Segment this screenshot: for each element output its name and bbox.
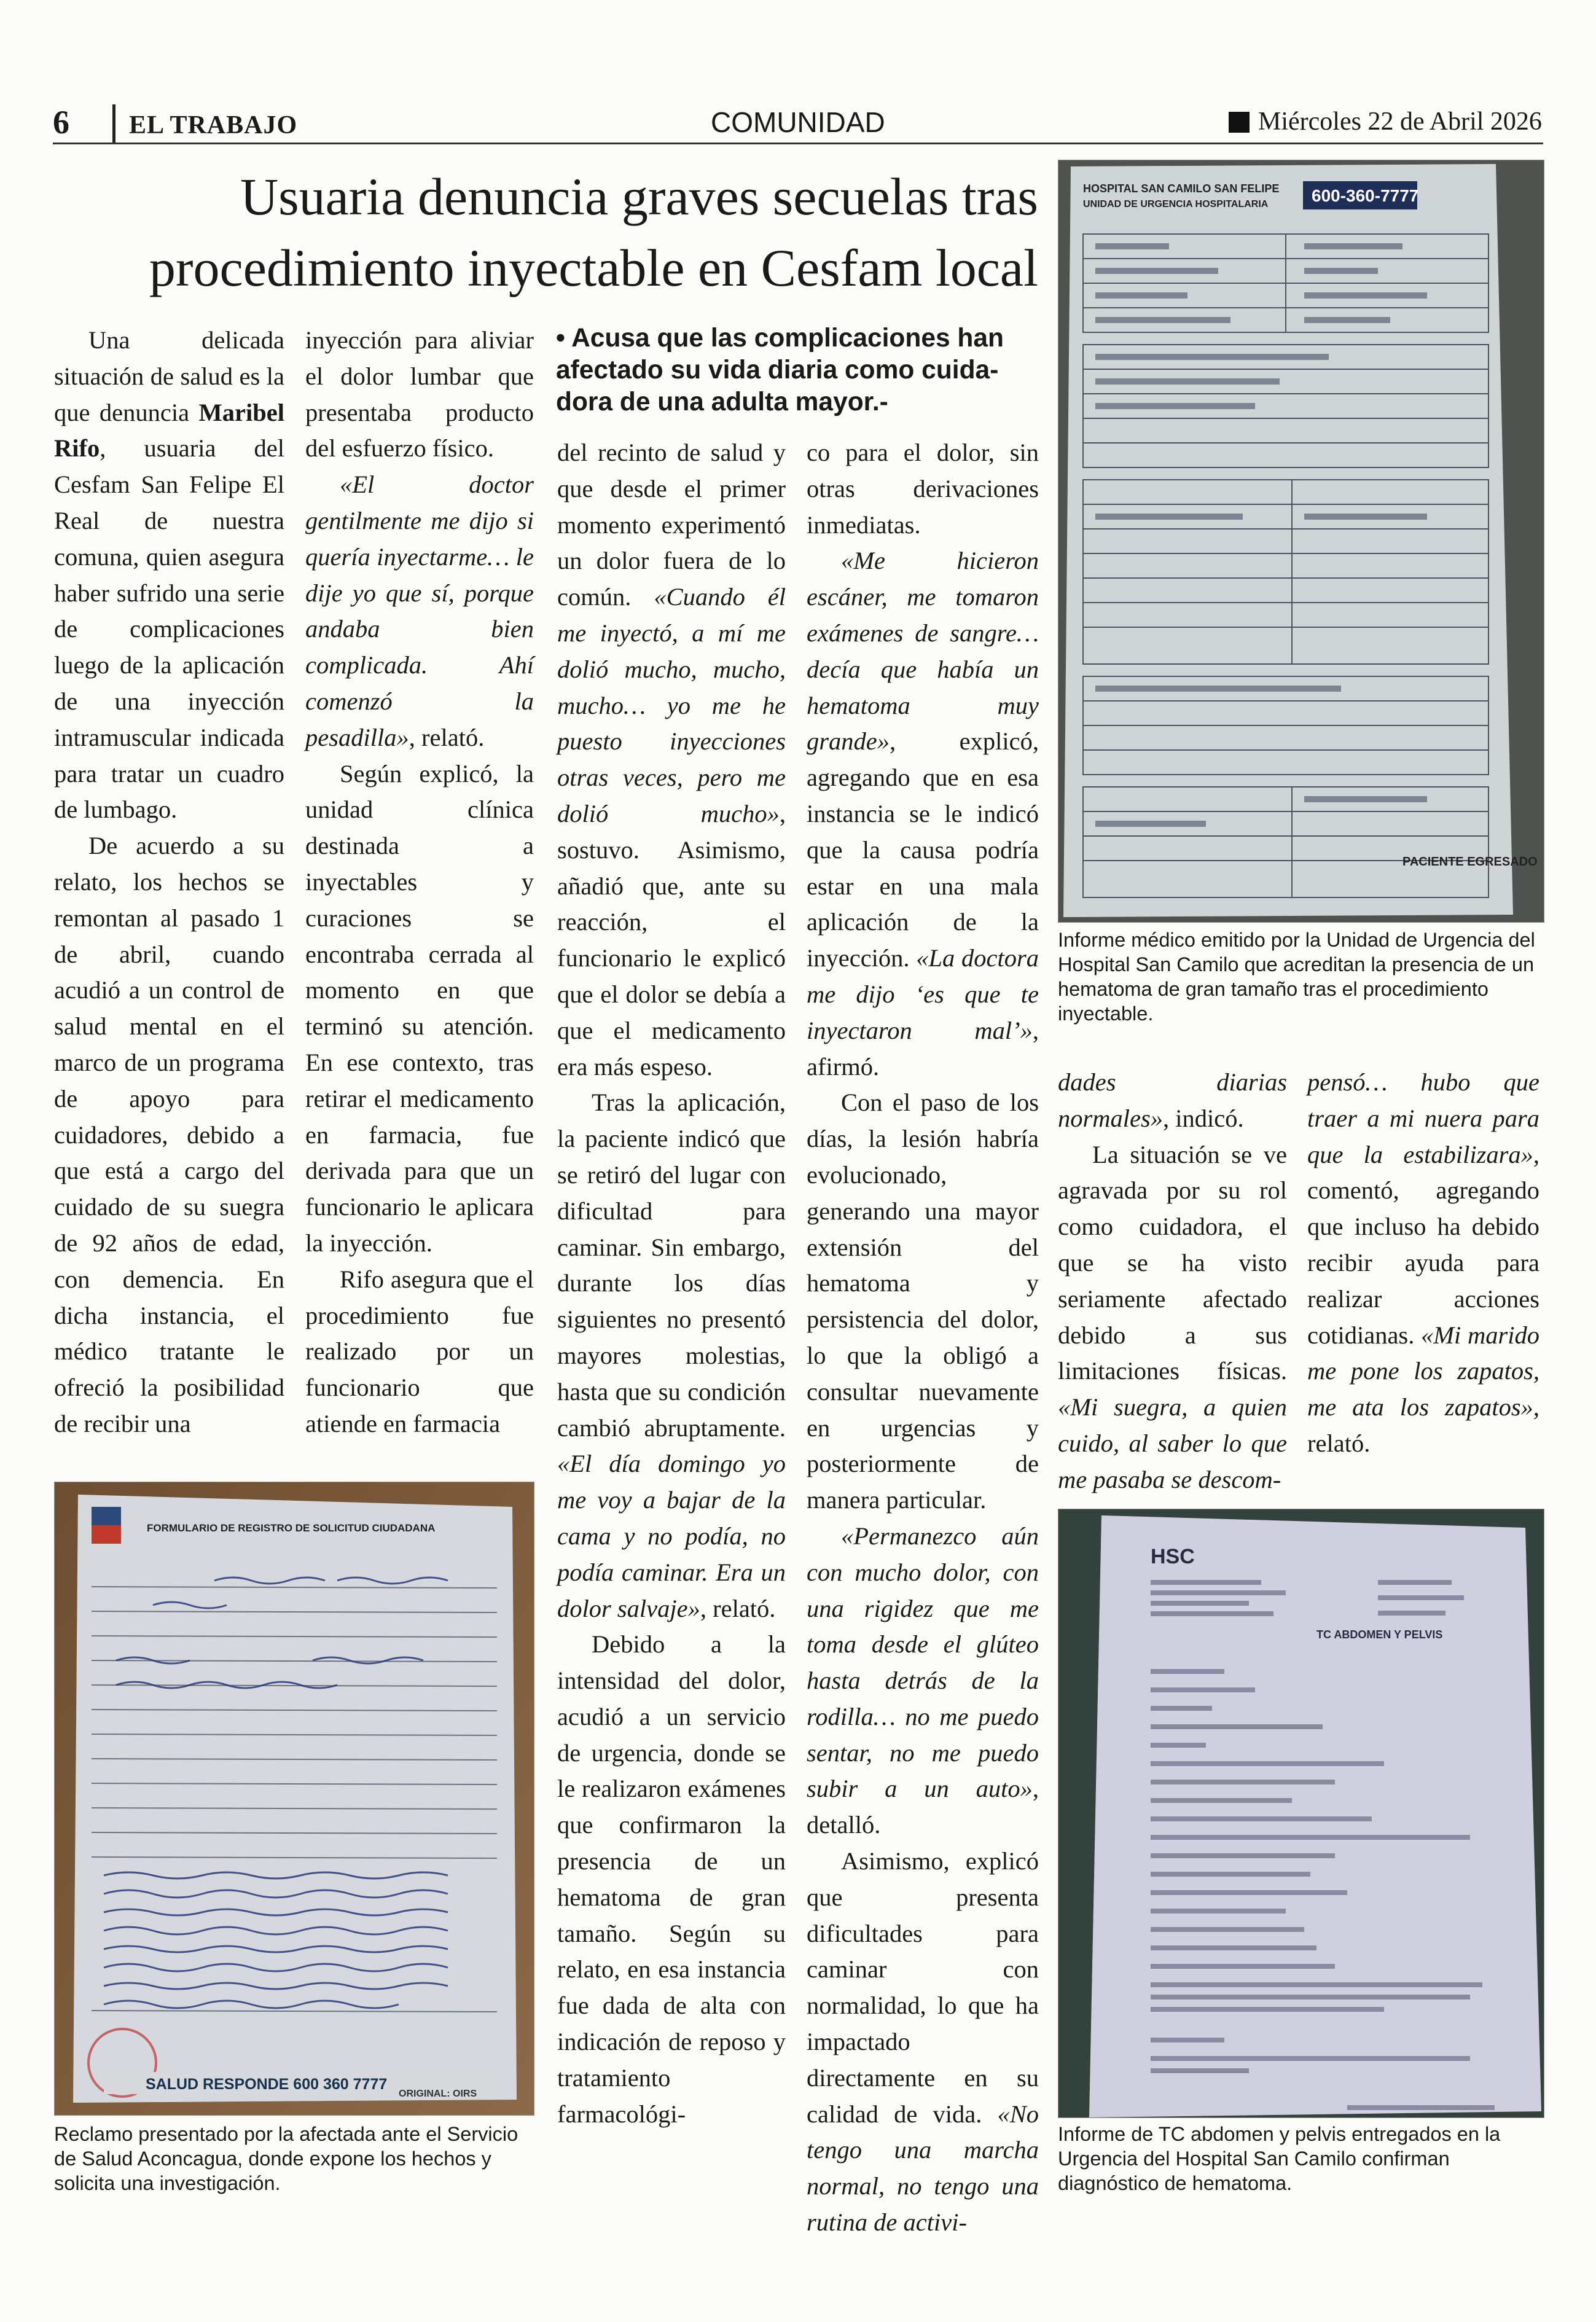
hospital-name: HOSPITAL SAN CAMILO SAN FELIPE [1083, 182, 1280, 195]
newspaper-name: EL TRABAJO [129, 111, 298, 139]
hsc-logo: HSC [1151, 1545, 1195, 1568]
form-title: FORMULARIO DE REGISTRO DE SOLICITUD CIUDADANA [147, 1522, 436, 1534]
issue-date: Miércoles 22 de Abril 2026 [1258, 108, 1542, 136]
quote: dades diarias normales» [1058, 1068, 1287, 1132]
discharge-stamp: PACIENTE EGRESADO [1402, 855, 1538, 869]
paragraph: «Me hicieron escáner, me tomaron exámenes de sangre… decía que había un hematoma muy grande», explicó, agregando que en esa instancia se le indicó que la causa podría estar en una mala aplicación de la inyección. «La doctora me dijo ‘es que te inyectaron mal’», afirmó. [807, 547, 1039, 1081]
paragraph: co para el dolor, sin otras derivaciones inmediatas. [807, 439, 1039, 539]
quote: «Mi suegra, a quien cuido, al saber lo que me pasaba se descom- [1058, 1393, 1287, 1493]
header-divider [112, 104, 115, 143]
article-column-2 [305, 322, 534, 1442]
photo-caption-top-right: Informe médico emitido por la Unidad de Urgencia del Hospital San Camilo que acreditan la presencia de un hematoma de gran tamaño tras el procedimiento inyectable. [1058, 929, 1535, 1025]
paragraph: «Permanezco aún con mucho dolor, con una rigidez que me toma desde el glúteo hasta detrás de la rodilla… no me puedo sentar, no me puedo subir a un auto», detalló. [807, 1522, 1039, 1839]
quote: «Cuando él me inyectó, a mí me dolió mucho, mucho, mucho… yo me he puesto inyecciones otras veces, pero me dolió mucho» [557, 583, 786, 827]
quote: «La doctora me dijo ‘es que te inyectaron mal’» [807, 944, 1039, 1044]
quote: «El doctor gentilmente me dijo si quería inyectarme… le dije yo que sí, porque andaba bien complicada. Ahí comenzó la pesadilla» [305, 471, 534, 751]
subheadline: • Acusa que las complicaciones han afectado su vida diaria como cuida-dora de una adulta mayor.- [556, 324, 1004, 416]
quote: «Permanezco aún con mucho dolor, con una rigidez que me toma desde el glúteo hasta detrás de la rodilla… no me puedo sentar, no me puedo subir a un auto» [807, 1522, 1039, 1803]
paragraph: Una delicada situación de salud es la que denuncia Maribel Rifo, usuaria del Cesfam San Felipe El Real de nuestra comuna, quien asegura haber sufrido una serie de complicaciones luego de la aplicación de una inyección intramuscular indicada para tratar un cuadro de lumbago. [54, 326, 284, 824]
form-original-label: ORIGINAL: OIRS [399, 2089, 477, 2099]
article-column-4 [807, 435, 1039, 2241]
header-rule [53, 143, 1543, 144]
person-name: Maribel Rifo [54, 398, 284, 463]
ct-report-title: TC ABDOMEN Y PELVIS [1316, 1628, 1443, 1641]
photo-caption-left: Reclamo presentado por la afectada ante el Servicio de Salud Aconcagua, donde expone los hechos y solicita una investigación. [54, 2123, 518, 2194]
quote: «El día domingo yo me voy a bajar de la cama y no podía, no podía caminar. Era un dolor salvaje» [557, 1450, 786, 1622]
page-number: 6 [53, 104, 69, 141]
complaint-form-photo [54, 1482, 534, 2116]
quote: «Mi marido me pone los zapatos, me ata los zapatos» [1307, 1321, 1539, 1421]
paragraph: Debido a la intensidad del dolor, acudió a un servicio de urgencia, donde se le realizaron exámenes que confirmaron la presencia de un hematoma de gran tamaño. Según su relato, en esa instancia fue dada de alta con indicación de reposo y tratamiento farmacológi- [557, 1630, 786, 2128]
quote: pensó… hubo que traer a mi nuera para que la estabilizara» [1307, 1068, 1539, 1168]
unit-name: UNIDAD DE URGENCIA HOSPITALARIA [1083, 199, 1269, 209]
paragraph: inyección para aliviar el dolor lumbar que presentaba producto del esfuerzo físico. [305, 326, 534, 463]
paragraph: pensó… hubo que traer a mi nuera para que la estabilizara», comentó, agregando que incluso ha debido recibir ayuda para realizar acciones cotidianas. «Mi marido me pone los zapatos, me ata los zapatos», relató. [1307, 1068, 1539, 1457]
form-footer: SALUD RESPONDE 600 360 7777 [146, 2076, 388, 2093]
paragraph: Tras la aplicación, la paciente indicó que se retiró del lugar con dificultad para caminar. Sin embargo, durante los días siguientes no presentó mayores molestias, hasta que su condición cambió abruptamente. «El día domingo yo me voy a bajar de la cama y no podía, no podía caminar. Era un dolor salvaje», relató. [557, 1089, 786, 1622]
photo-caption-bottom-right: Informe de TC abdomen y pelvis entregados en la Urgencia del Hospital San Camilo confirman diagnóstico de hematoma. [1058, 2123, 1501, 2194]
paragraph: dades diarias normales», indicó. [1058, 1068, 1287, 1132]
paragraph: La situación se ve agravada por su rol como cuidadora, el que se ha visto seriamente afectado debido a sus limitaciones físicas. «Mi suegra, a quien cuido, al saber lo que me pasaba se descom- [1058, 1140, 1287, 1493]
medical-report-photo [1058, 160, 1544, 923]
quote: «Me hicieron escáner, me tomaron exámenes de sangre… decía que había un hematoma muy grande» [807, 547, 1039, 756]
quote: «No tengo una marcha normal, no tengo una rutina de activi- [807, 2100, 1039, 2237]
paragraph: Rifo asegura que el procedimiento fue realizado por un funcionario que atiende en farmacia [305, 1265, 534, 1437]
article-column-6 [1307, 1065, 1539, 1462]
ct-report-photo [1058, 1509, 1544, 2118]
square-icon [1229, 112, 1250, 133]
headline: Usuaria denuncia graves secuelas tras procedimiento inyectable en Cesfam local [149, 167, 1038, 297]
paragraph: Con el paso de los días, la lesión habría evolucionado, generando una mayor extensión del hematoma y persistencia del dolor, lo que la obligó a consultar nuevamente en urgencias y posteriormente de manera particular. [807, 1089, 1039, 1514]
paragraph: De acuerdo a su relato, los hechos se remontan al pasado 1 de abril, cuando acudió a un control de salud mental en el marco de un programa de apoyo para cuidadores, debido a que está a cargo del cuidado de su suegra de 92 años de edad, con demencia. En dicha instancia, el médico tratante le ofreció la posibilidad de recibir una [54, 832, 284, 1437]
section-name: COMUNIDAD [711, 106, 885, 138]
phone-banner: 600-360-7777 [1312, 186, 1419, 205]
paragraph: del recinto de salud y que desde el primer momento experimentó un dolor fuera de lo común. «Cuando él me inyectó, a mí me dolió mucho, mucho, mucho… yo me he puesto inyecciones otras veces, pero me dolió mucho», sostuvo. Asimismo, añadió que, ante su reacción, el funcionario le explicó que el dolor se debía a que el medicamento era más espeso. [557, 439, 786, 1081]
article-column-3 [557, 435, 786, 2132]
paragraph: «El doctor gentilmente me dijo si quería inyectarme… le dije yo que sí, porque andaba bien complicada. Ahí comenzó la pesadilla», relató. [305, 471, 534, 751]
article-column-5 [1058, 1065, 1287, 1498]
paragraph: Según explicó, la unidad clínica destinada a inyectables y curaciones se encontraba cerrada al momento en que terminó su atención. En ese contexto, tras retirar el medicamento en farmacia, fue derivada para que un funcionario le aplicara la inyección. [305, 759, 534, 1257]
paragraph: Asimismo, explicó que presenta dificultades para caminar con normalidad, lo que ha impactado directamente en su calidad de vida. «No tengo una marcha normal, no tengo una rutina de activi- [807, 1847, 1039, 2237]
article-column-1 [54, 322, 284, 1442]
